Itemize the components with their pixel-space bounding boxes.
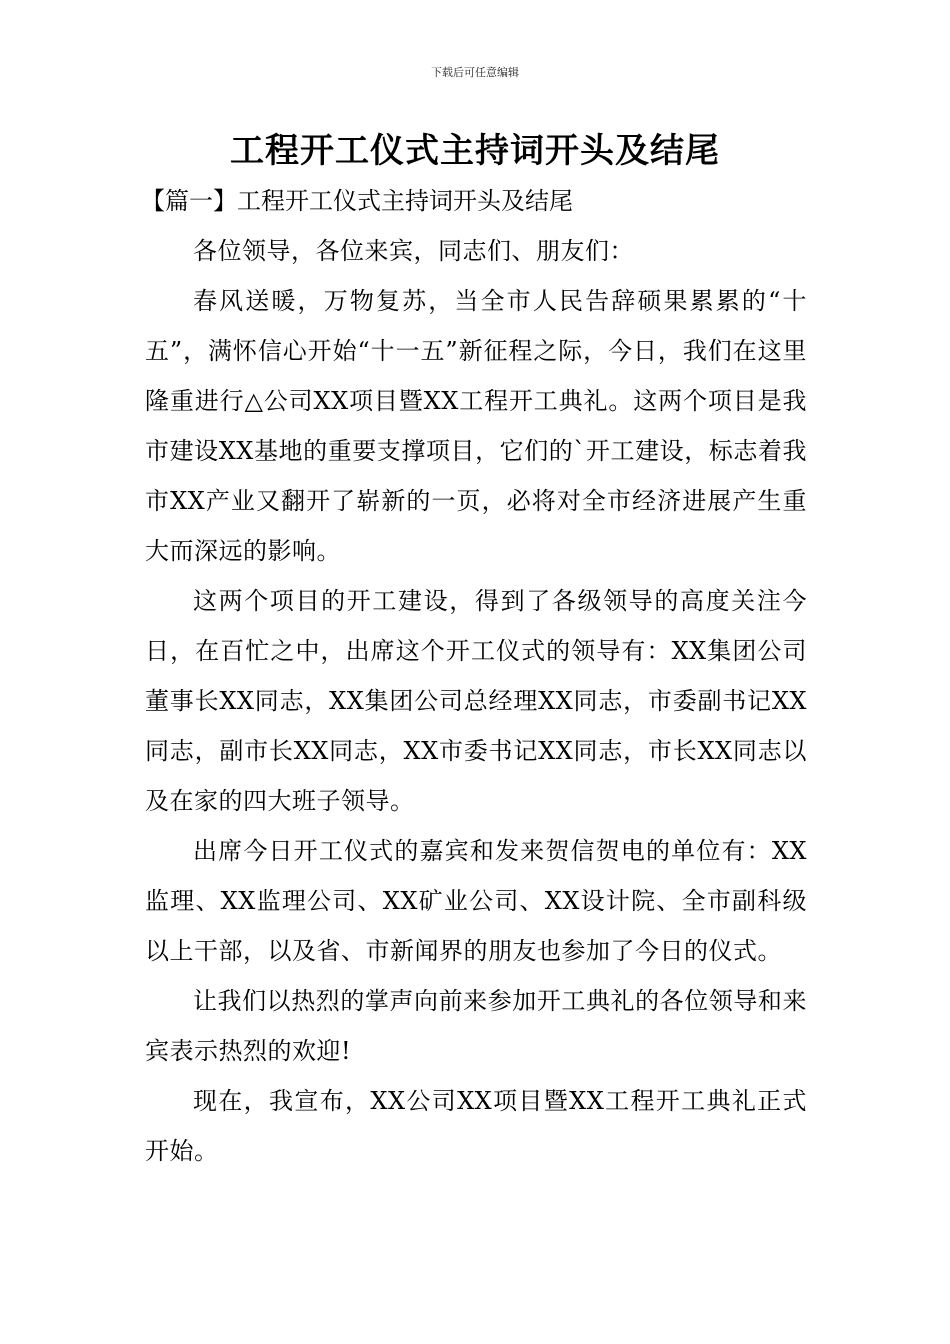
paragraph-guests: 出席今日开工仪式的嘉宾和发来贺信贺电的单位有：XX监理、XX监理公司、XX矿业公司、XX设计院、全市副科级以上干部，以及省、市新闻界的朋友也参加了今日的仪式。 bbox=[145, 837, 807, 965]
paragraph-announcement: 现在，我宣布，XX公司XX项目暨XX工程开工典礼正式开始。 bbox=[145, 1087, 807, 1165]
document-body bbox=[141, 176, 807, 1176]
paragraph-opening: 春风送暖，万物复苏，当全市人民告辞硕果累累的“十五”，满怀信心开始“十一五”新征程之际，今日，我们在这里隆重进行△公司XX项目暨XX工程开工典礼。这两个项目是我市建设XX基地的重要支撑项目，它们的`开工建设，标志着我市XX产业又翻开了崭新的一页，必将对全市经济进展产生重大而深远的影响。 bbox=[145, 287, 807, 565]
header-note: 下载后可任意编辑 bbox=[431, 66, 519, 79]
section-heading: 【篇一】工程开工仪式主持词开头及结尾 bbox=[141, 187, 573, 215]
paragraph-welcome: 让我们以热烈的掌声向前来参加开工典礼的各位领导和来宾表示热烈的欢迎! bbox=[145, 987, 807, 1065]
paragraph-greeting: 各位领导，各位来宾，同志们、朋友们： bbox=[193, 237, 634, 265]
document-title: 工程开工仪式主持词开头及结尾 bbox=[230, 131, 720, 171]
paragraph-leaders: 这两个项目的开工建设，得到了各级领导的高度关注今日，在百忙之中，出席这个开工仪式的领导有：XX集团公司董事长XX同志，XX集团公司总经理XX同志，市委副书记XX同志，副市长XX同志，XX市委书记XX同志，市长XX同志以及在家的四大班子领导。 bbox=[145, 587, 807, 815]
